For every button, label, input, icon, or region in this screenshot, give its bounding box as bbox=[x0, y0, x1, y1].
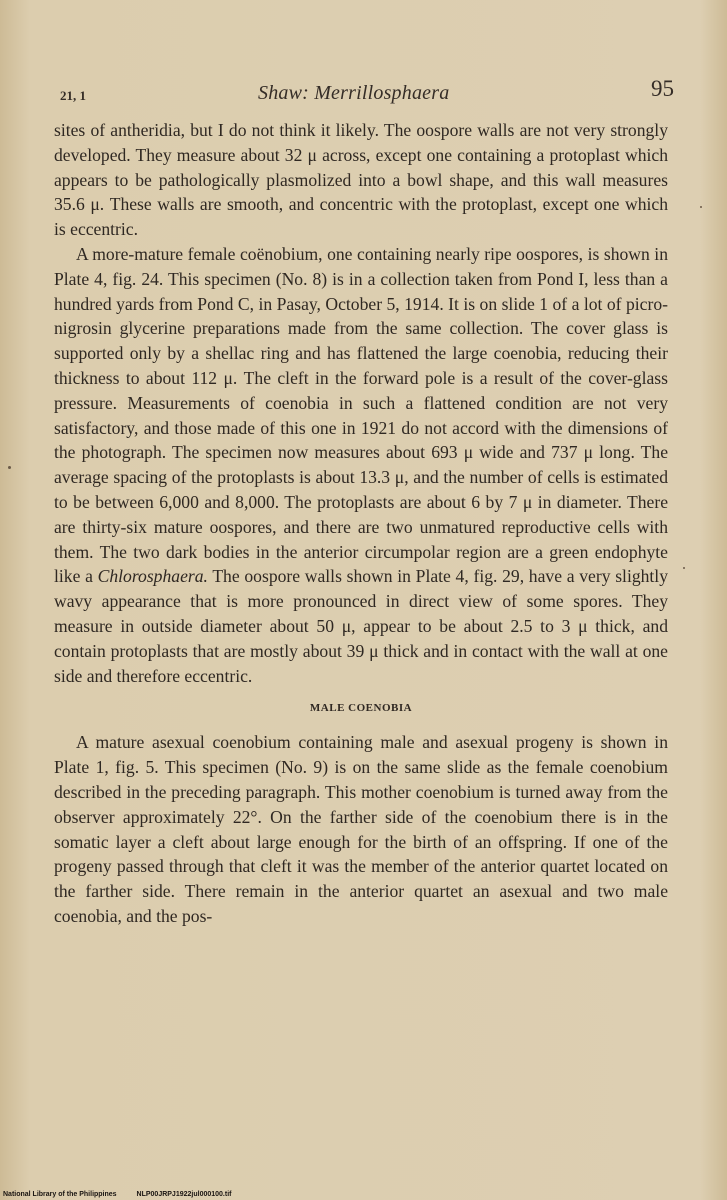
running-title: Shaw: Merrillosphaera bbox=[258, 82, 450, 104]
paragraph-continuation: sites of antheridia, but I do not think it likely. The oospore walls are not very strongly developed. They measure about 32 μ across, except one containing a protoplast which appears to be pathologically plasmolized into a bowl shape, and this wall measures 35.6 μ. These walls are smooth, and concentric with the protoplast, except one which is eccentric. bbox=[54, 120, 668, 240]
scan-footer bbox=[0, 1190, 727, 1200]
paragraph-text-b: The oospore walls shown in Plate 4, fig. 29, have a very slightly wavy appearance that is more pronounced in direct view of some spores. They measure in outside diameter about 50 μ, appear to be about 2.5 to 3 μ thick, and contain protoplasts that are mostly about 39 μ thick and in contact with the wall at one side and therefore eccentric. bbox=[54, 566, 668, 686]
scan-file-id: NLP00JRPJ1922jul000100.tif bbox=[136, 1191, 232, 1198]
volume-number: 21, 1 bbox=[60, 88, 86, 103]
paragraph-text-a: A more-mature female coënobium, one containing nearly ripe oospores, is shown in Plate 4, fig. 24. This specimen (No. 8) is in a collection taken from Pond I, less than a hundred yards from Pond C, in Pasay, October 5, 1914. It is on slide 1 of a lot of picro-nigrosin glycerine preparations made from the same collection. The cover glass is supported only by a shellac ring and has flattened the large coenobia, reducing their thickness to about 112 μ. The cleft in the forward pole is a result of the cover-glass pressure. Measurements of coenobia in such a flattened condition are not very satisfactory, and those made of this one in 1921 do not accord with the dimensions of the photograph. The specimen now measures about 693 μ wide and 737 μ long. The average spacing of the protoplasts is about 13.3 μ, and the number of cells is estimated to be between 6,000 and 8,000. The protoplasts are about 6 by 7 μ in diameter. There are thirty-six mature oospores, and there are two unmatured reproductive cells with them. The two dark bodies in the anterior circumpolar region are a green endophyte like a bbox=[54, 243, 668, 587]
body-text bbox=[54, 118, 668, 929]
paper-speck bbox=[8, 466, 11, 469]
page-number: 95 bbox=[651, 76, 674, 101]
paper-speck bbox=[700, 206, 702, 208]
paragraph-male-coenobia: A mature asexual coenobium containing male and asexual progeny is shown in Plate 1, fig. 5. This specimen (No. 9) is on the same slide as the female coenobium described in the preceding paragraph. This mother coenobium is turned away from the observer approximately 22°. On the farther side of the coenobium there is in the somatic layer a cleft about large enough for the birth of an offspring. If one of the progeny passed through that cleft it was the member of the anterior quartet located on the farther side. There remain in the anterior quartet an asexual and two male coenobia, and the pos- bbox=[54, 732, 668, 926]
paper-speck bbox=[683, 567, 685, 569]
paragraph-female-coenobium bbox=[54, 242, 668, 688]
library-credit: National Library of the Philippines bbox=[3, 1191, 117, 1198]
running-head bbox=[60, 76, 680, 110]
italic-genus-name: Chlorosphaera. bbox=[97, 566, 208, 587]
section-heading: MALE COENOBIA bbox=[309, 702, 413, 715]
